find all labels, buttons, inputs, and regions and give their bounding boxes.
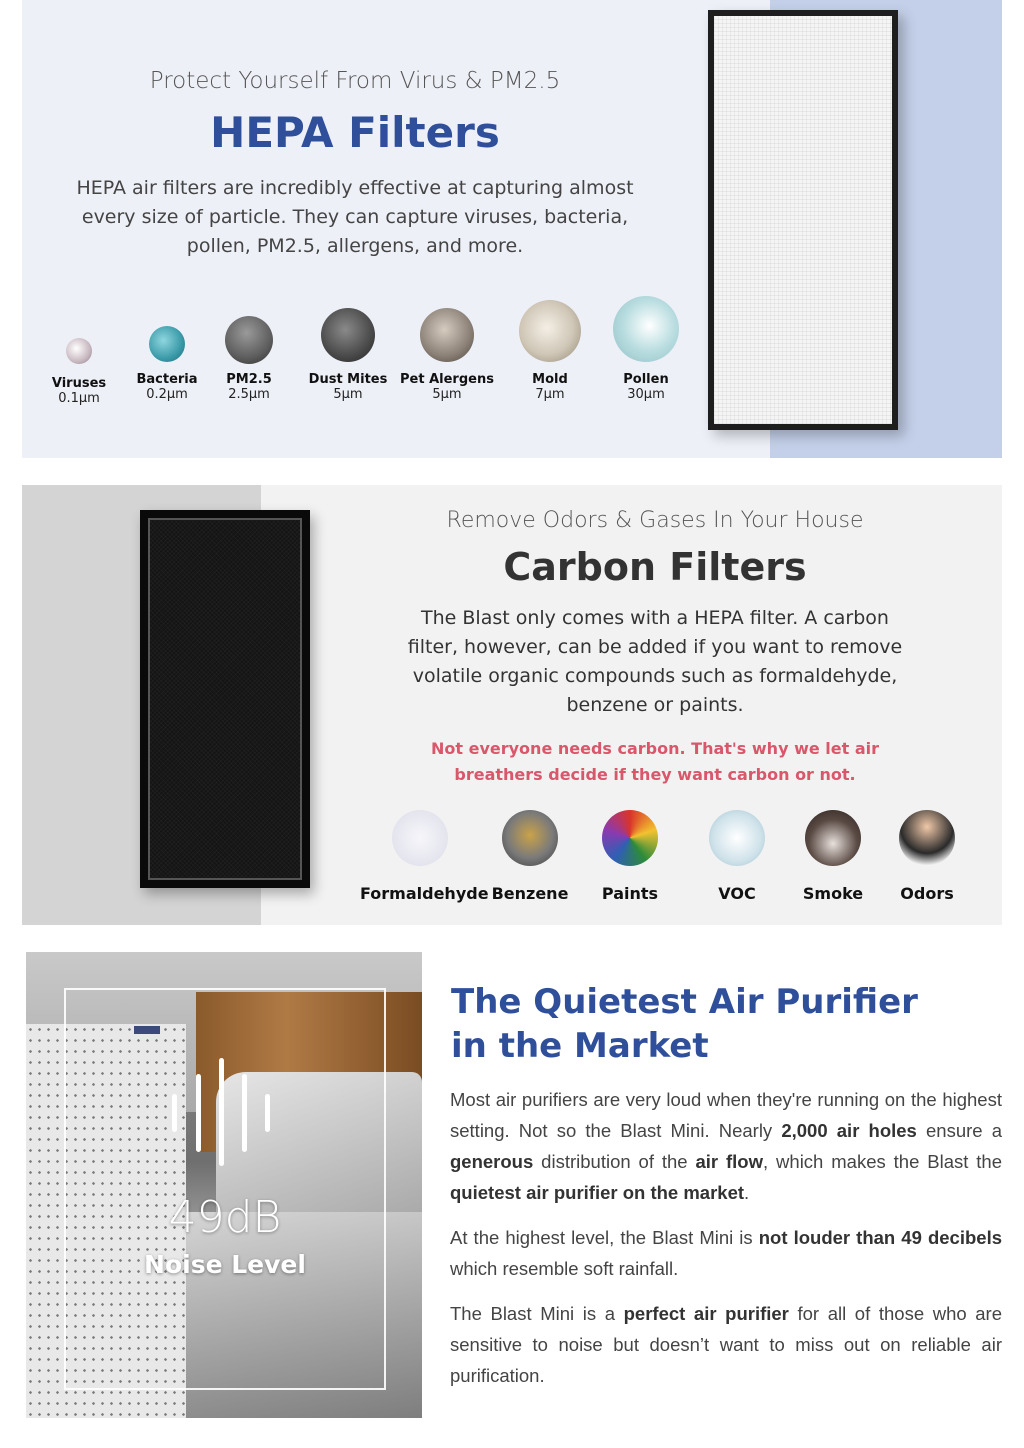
hepa-title: HEPA Filters (210, 108, 500, 157)
gas-list (350, 810, 990, 910)
benzene-icon (502, 810, 558, 866)
quiet-body (450, 1084, 1002, 1405)
paint-palette-icon (602, 810, 658, 866)
sound-wave-icon (172, 1058, 272, 1168)
carbon-filter-image (140, 510, 310, 888)
hepa-subtitle: Protect Yourself From Virus & PM2.5 (149, 68, 561, 94)
particle-size: 7µm (535, 387, 565, 402)
quiet-title-line1: The Quietest Air Purifier (451, 982, 918, 1022)
particle-size: 0.2µm (146, 387, 188, 402)
dandelion-icon (613, 296, 679, 362)
gas-item (697, 810, 777, 903)
particle-item (293, 308, 403, 402)
particle-size: 5µm (333, 387, 363, 402)
particle-name: Dust Mites (308, 372, 388, 387)
cat-icon (420, 308, 474, 362)
odor-person-icon (899, 810, 955, 866)
particle-item (392, 308, 502, 402)
gas-name: Odors (900, 884, 954, 903)
particle-name: PM2.5 (226, 372, 272, 387)
lab-flask-icon (709, 810, 765, 866)
gas-item (887, 810, 967, 903)
particle-item (194, 316, 304, 402)
quiet-paragraph-2: At the highest level, the Blast Mini is not louder than 49 decibels which resemble soft rainfall. (450, 1227, 1002, 1279)
gas-name: Benzene (491, 884, 569, 903)
quiet-paragraph-1: Most air purifiers are very loud when they're running on the highest setting. Not so the Blast Mini. Nearly 2,000 air holes ensure a generous distribution of the air flow, which makes the Blast the quietest air purifier on the market. (450, 1089, 1002, 1203)
gas-item (490, 810, 570, 903)
particle-item (591, 296, 701, 402)
quiet-title (451, 980, 1001, 1068)
particle-name: Mold (532, 372, 568, 387)
gas-name: VOC (718, 884, 756, 903)
particle-name: Pollen (623, 372, 669, 387)
carbon-subtitle: Remove Odors & Gases In Your House (446, 508, 864, 533)
particle-size: 0.1µm (58, 391, 100, 406)
smoke-icon (805, 810, 861, 866)
molecule-icon (392, 810, 448, 866)
gas-item (590, 810, 670, 903)
particle-item (495, 300, 605, 402)
gas-item (793, 810, 873, 903)
gas-name: Smoke (802, 884, 864, 903)
gas-name: Paints (601, 884, 659, 903)
carbon-title: Carbon Filters (503, 545, 807, 589)
pm25-icon (225, 316, 273, 364)
particle-name: Pet Alergens (400, 372, 494, 387)
hepa-filter-image (708, 10, 898, 430)
carbon-note: Not everyone needs carbon. That's why we let air breathers decide if they want carbon or not. (431, 739, 879, 784)
quiet-title-line2: in the Market (451, 1026, 709, 1066)
virus-icon (66, 338, 92, 364)
particle-size: 5µm (432, 387, 462, 402)
gas-item (360, 810, 489, 903)
mold-icon (519, 300, 581, 362)
particle-list (40, 296, 700, 416)
noise-db-label: Noise Level (144, 1250, 306, 1279)
noise-db-value: 49dB (168, 1192, 282, 1243)
noise-frame (64, 988, 386, 1390)
dust-mites-icon (321, 308, 375, 362)
hepa-description: HEPA air filters are incredibly effective at capturing almost every size of particle. They can capture viruses, bacteria, pollen, PM2.5, allergens, and more. (76, 177, 634, 257)
bacteria-icon (149, 326, 185, 362)
carbon-description: The Blast only comes with a HEPA filter. A carbon filter, however, can be added if you want to remove volatile organic compounds such as formaldehyde, benzene or paints. (407, 607, 903, 716)
particle-name: Viruses (51, 376, 107, 391)
particle-size: 30µm (627, 387, 665, 402)
particle-name: Bacteria (136, 372, 198, 387)
quiet-paragraph-3: The Blast Mini is a perfect air purifier for all of those who are sensitive to noise but doesn’t want to miss out on reliable air purification. (450, 1303, 1002, 1386)
particle-size: 2.5µm (228, 387, 270, 402)
gas-name: Formaldehyde (360, 884, 489, 903)
